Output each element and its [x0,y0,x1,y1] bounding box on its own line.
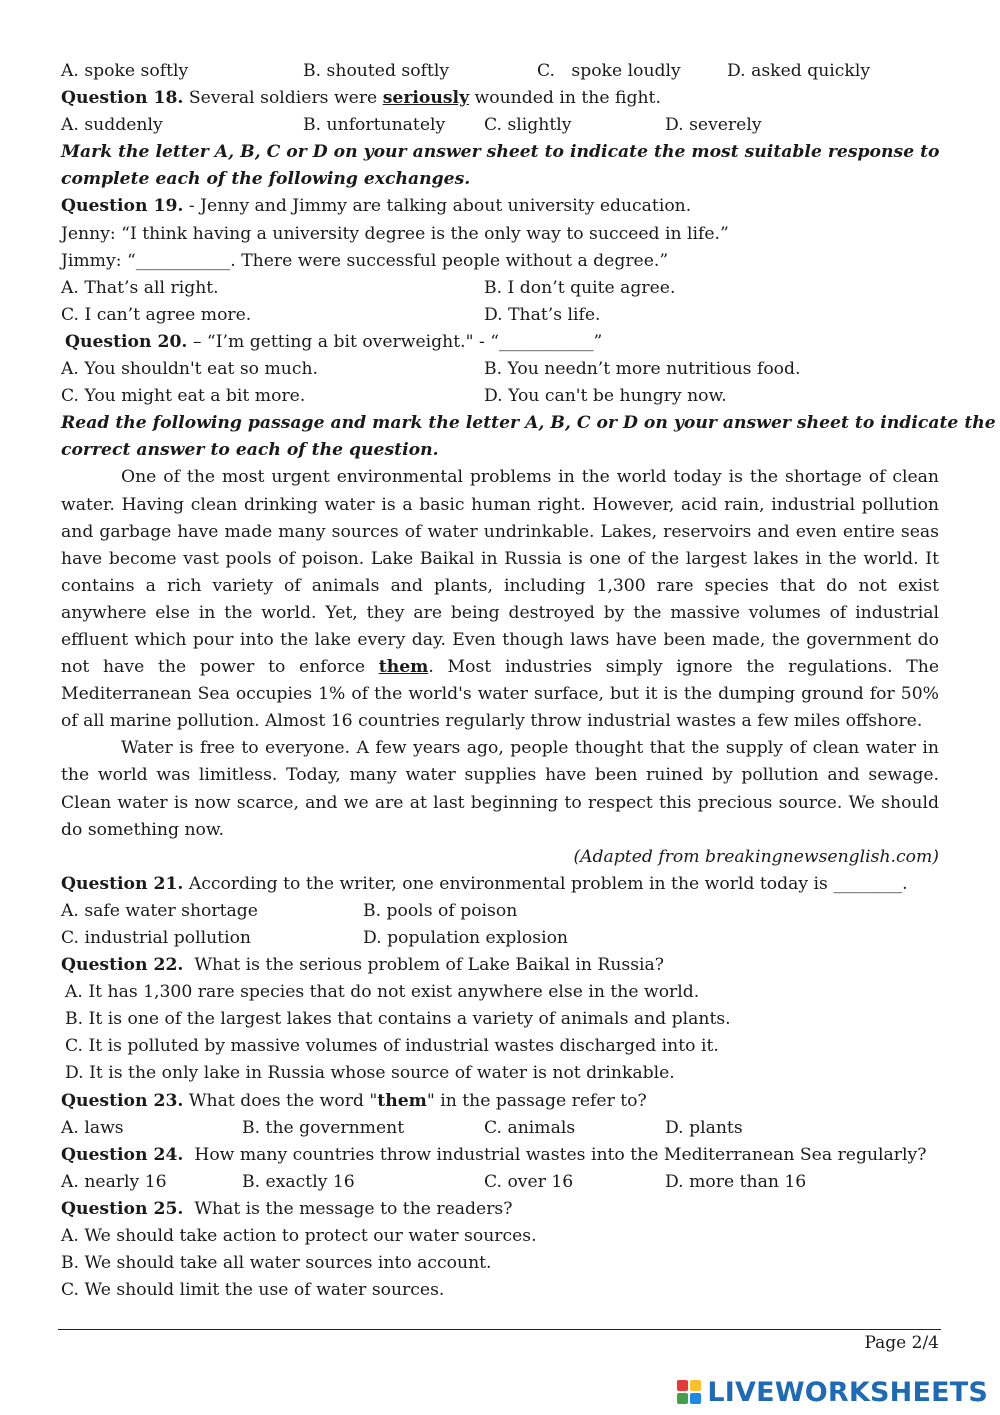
q21-label: Question 21. [61,873,184,894]
logo-square-blue [690,1393,701,1404]
page-number: Page 2/4 [864,1333,939,1353]
q24-option-d[interactable]: D. more than 16 [665,1171,807,1192]
q21-option-d[interactable]: D. population explosion [363,928,568,948]
q20-option-c[interactable]: C. You might eat a bit more. [61,386,306,407]
q23-option-b[interactable]: B. the government [242,1117,405,1138]
logo-square-yellow [690,1380,701,1391]
liveworksheets-brand[interactable] [677,1376,988,1408]
q23-option-d[interactable]: D. plants [665,1117,743,1138]
q19-jimmy-line: Jimmy: “___________. There were successful people without a degree.” [61,250,669,271]
logo-square-green [677,1393,688,1404]
passage-p1-text-pre: One of the most urgent environmental problems in the world today is the shortage of clean water. Having clean drinking water is a basic human right. However, acid rain, industrial pollution and garbage have made many sources of water undrinkable. Lakes, reservoirs and even entire seas have become vast pools of poison. Lake Baikal in Russia is one of the largest lakes in the world. It contains a rich variety of animals and plants, including 1,300 rare species that do not exist anywhere else in the world. Yet, they are being destroyed by the massive volumes of industrial effluent which pour into the lake every day. Even though laws have been made, the government do not have the power to enforce [61,467,939,678]
q22-option-d[interactable]: D. It is the only lake in Russia whose source of water is not drinkable. [65,1063,675,1084]
q18-text-pre: Several soldiers were [183,88,383,109]
q20-options-row2 [61,383,939,410]
q25-text: What is the message to the readers? [183,1198,513,1219]
q18-label: Question 18. [61,88,184,109]
q18-keyword: seriously [382,88,470,109]
q21-option-c[interactable]: C. industrial pollution [61,928,251,948]
q18-option-a[interactable]: A. suddenly [61,115,163,136]
passage-keyword-them: them [378,657,429,678]
q20-label: Question 20. [65,331,188,352]
q23-text-pre: What does the word " [183,1090,378,1111]
q18-option-d[interactable]: D. severely [665,115,762,136]
q22-text: What is the serious problem of Lake Baikal in Russia? [183,955,665,976]
q21-option-b[interactable]: B. pools of poison [363,900,518,921]
q24-text: How many countries throw industrial wastes into the Mediterranean Sea regularly? [183,1144,927,1165]
worksheet-page [61,58,996,1304]
q22-option-c[interactable]: C. It is polluted by massive volumes of industrial wastes discharged into it. [65,1036,719,1057]
q19-question [61,193,939,220]
passage-paragraph-1 [61,464,939,735]
passage-paragraph-2: Water is free to everyone. A few years ago, people thought that the supply of clean water in the world was limitless. Today, many water supplies have been ruined by pollution and sewage. Clean water is now scarce, and we are at last beginning to respect this precious source. We should do something now. [61,738,939,840]
q20-text: – “I’m getting a bit overweight." - “___________” [187,331,603,352]
instruction-reading-line2: correct answer to each of the question. [61,440,439,461]
q23-option-a[interactable]: A. laws [61,1117,124,1138]
q21-option-a[interactable]: A. safe water shortage [61,900,258,921]
q18-text-post: wounded in the fight. [469,88,661,109]
q24-option-a[interactable]: A. nearly 16 [61,1171,167,1192]
q23-text-post: " in the passage refer to? [426,1090,647,1111]
q22-option-b[interactable]: B. It is one of the largest lakes that contains a variety of animals and plants. [65,1009,731,1030]
q17-option-c[interactable]: C. spoke loudly [537,61,681,81]
q19-label: Question 19. [61,196,184,217]
q20-options-row1 [61,356,939,383]
q24-question [61,1142,939,1169]
instruction-reading-line1: Read the following passage and mark the letter A, B, C or D on your answer sheet to indicate the [61,413,996,434]
q19-option-a[interactable]: A. That’s all right. [61,277,219,298]
q24-label: Question 24. [61,1144,184,1165]
q18-option-c[interactable]: C. slightly [484,115,572,136]
q23-options [61,1115,939,1142]
liveworksheets-wordmark: LIVEWORKSHEETS [707,1376,988,1408]
footer-divider [58,1329,941,1330]
logo-square-red [677,1380,688,1391]
q24-options [61,1169,939,1196]
q19-text: - Jenny and Jimmy are talking about university education. [183,196,692,217]
q18-options [61,112,939,139]
q19-option-b[interactable]: B. I don’t quite agree. [484,277,676,298]
q17-options [61,58,939,85]
instruction-exchanges-line1: Mark the letter A, B, C or D on your answer sheet to indicate the most suitable response to [61,142,940,163]
q25-option-c[interactable]: C. We should limit the use of water sources. [61,1280,445,1301]
q25-label: Question 25. [61,1198,184,1219]
q20-option-d[interactable]: D. You can't be hungry now. [484,386,727,407]
q19-jenny-line: Jenny: “I think having a university degree is the only way to succeed in life.” [61,223,729,244]
q21-text: According to the writer, one environmental problem in the world today is ________. [183,873,908,894]
q21-question [61,871,939,898]
q20-option-b[interactable]: B. You needn’t more nutritious food. [484,359,801,380]
liveworksheets-logo-icon [677,1380,701,1404]
passage-p1-text-post: . Most industries simply ignore the regulations. The Mediterranean Sea occupies 1% of the world's water surface, but it is the dumping ground for 50% of all marine pollution. Almost 16 countries regularly throw industrial wastes a few miles offshore. [61,657,939,732]
instruction-exchanges-line2: complete each of the following exchanges. [61,169,471,190]
q24-option-c[interactable]: C. over 16 [484,1171,574,1192]
q22-question [61,952,939,979]
q22-option-a[interactable]: A. It has 1,300 rare species that do not exist anywhere else in the world. [65,982,700,1003]
q20-question [61,329,939,356]
q17-option-b[interactable]: B. shouted softly [303,61,450,81]
q25-option-b[interactable]: B. We should take all water sources into account. [61,1253,492,1274]
q19-option-c[interactable]: C. I can’t agree more. [61,304,252,325]
q19-option-d[interactable]: D. That’s life. [484,304,601,325]
q23-option-c[interactable]: C. animals [484,1117,576,1138]
q17-option-d[interactable]: D. asked quickly [727,61,871,81]
q19-options-row1 [61,275,939,302]
q19-options-row2 [61,302,939,329]
q21-options-row2 [61,925,939,952]
q24-option-b[interactable]: B. exactly 16 [242,1171,355,1192]
q23-question [61,1088,939,1115]
q22-label: Question 22. [61,955,184,976]
q23-label: Question 23. [61,1090,184,1111]
q25-option-a[interactable]: A. We should take action to protect our water sources. [61,1226,537,1247]
q25-question [61,1196,939,1223]
q17-option-a[interactable]: A. spoke softly [61,61,189,81]
q21-options-row1 [61,898,939,925]
passage-source: (Adapted from breakingnewsenglish.com) [573,846,939,867]
q20-option-a[interactable]: A. You shouldn't eat so much. [61,359,318,380]
q18-question [61,85,939,112]
q23-keyword: them [377,1090,427,1111]
q18-option-b[interactable]: B. unfortunately [303,115,446,136]
